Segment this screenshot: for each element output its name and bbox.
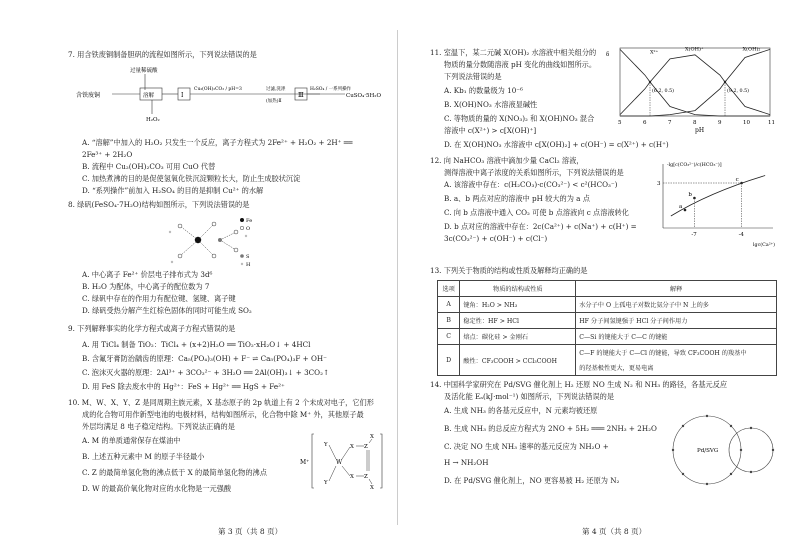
q14-option-b-cont: C. 决定 NO 生成 NH₃ 速率的基元反应为 NH₂O + bbox=[444, 442, 609, 451]
x-tick-label: -4 bbox=[738, 232, 744, 238]
struct-x4: X bbox=[370, 485, 374, 491]
table-row bbox=[438, 345, 777, 361]
q7-option-c: C. 加热煮沸的目的是促使氢氧化铁沉淀颗粒长大，防止生成胶状沉淀 bbox=[82, 174, 301, 183]
series-line-3 bbox=[620, 49, 770, 116]
table-cell: D bbox=[438, 345, 460, 376]
table-cell: A bbox=[438, 297, 460, 313]
struct-x1: X bbox=[350, 444, 354, 450]
legend-h: H bbox=[246, 262, 251, 268]
table-cell: C bbox=[438, 329, 460, 345]
q7-flow-diagram bbox=[70, 62, 390, 122]
table-cell: B bbox=[438, 313, 460, 329]
footer-right: 第 4 页（共 8 页） bbox=[582, 527, 647, 536]
q10-stem-3: 外层均满足 8 电子稳定结构。下列说法正确的是 bbox=[82, 422, 235, 431]
point-label-a: a bbox=[679, 204, 683, 210]
point-label-b: b bbox=[688, 192, 692, 198]
table-header-option: 选项 bbox=[438, 281, 460, 297]
q11-option-c-cont: 溶液中 c(X²⁺) > c[X(OH)⁺] bbox=[444, 126, 537, 135]
q7-option-a-cont: 2Fe³⁺ + 2H₂O bbox=[82, 150, 133, 159]
series-line-2 bbox=[620, 55, 770, 115]
q10-option-a: A. M 的单质通常保存在煤油中 bbox=[82, 436, 181, 445]
q14-stem-1: 14. 中国科学家研究在 Pd/SVG 催化剂上 H₂ 还原 NO 生成 N₂ 和 NH₃ 的路径，各基元反应 bbox=[430, 380, 728, 389]
y-axis-label: -lg[c(CO₃²⁻)/c(HCO₃⁻)] bbox=[667, 163, 722, 168]
q11-stem-3: 下列说法错误的是 bbox=[444, 72, 502, 81]
x-tick-label: -7 bbox=[691, 232, 697, 238]
q10-structure-figure bbox=[298, 426, 390, 496]
flow-heat: (加热)Ⅱ bbox=[266, 99, 282, 104]
q7-stem: 7. 用含铁废铜制备胆矾的流程如图所示，下列说法错误的是 bbox=[68, 50, 257, 59]
flow-add: H₂O₂ bbox=[146, 117, 160, 122]
table-header-explanation: 解释 bbox=[576, 281, 777, 297]
q13-table bbox=[437, 280, 777, 376]
struct-z2: Z bbox=[364, 474, 368, 480]
q8-option-c: C. 绿矾中存在的作用力有配位键、氢键、离子键 bbox=[82, 294, 236, 303]
q11-option-d: D. 在 X(OH)NO₃ 水溶液中 c[X(OH)₂] + c(OH⁻) = c(X²⁺) + c(H⁺) bbox=[444, 140, 669, 149]
table-cell: C—F 的键能大于 C—Cl 的键能，导致 CF₃COOH 的羧基中 bbox=[576, 345, 777, 361]
q13-stem: 13. 下列关于物质的结构或性质及解释均正确的是 bbox=[430, 266, 588, 275]
flow-filter: 过滤,洗涤 bbox=[266, 87, 286, 92]
q12-option-d: D. b 点对应的溶液中存在：2c(Ca²⁺) + c(Na⁺) + c(H⁺) = bbox=[444, 222, 637, 231]
q10-stem-1: 10. M、W、X、Y、Z 是同周期主族元素，X 基态原子的 2p 轨道上有 2 个未成对电子，它们形 bbox=[68, 398, 374, 407]
q14-option-c: H → NH₂OH bbox=[444, 458, 489, 467]
x-tick-label: 11 bbox=[768, 120, 775, 126]
table-cell: 熔点：碳化硅 > 金刚石 bbox=[460, 329, 576, 345]
q8-option-d: D. 绿矾受热分解产生红棕色固体的同时可能生成 SO₂ bbox=[82, 306, 252, 315]
q12-stem-2: 测得溶液中离子浓度的关系如图所示，下列说法错误的是 bbox=[444, 168, 624, 177]
series-label-1: X²⁺ bbox=[650, 49, 659, 56]
flow-end: CuSO₄·5H₂O bbox=[346, 93, 381, 99]
q14-option-a: A. 生成 NH₃ 的各基元反应中，N 元素均被还原 bbox=[444, 406, 598, 415]
flow-cond: Cu₂(OH)₂CO₃ / pH=3 bbox=[194, 87, 242, 92]
q9-option-a: A. 用 TiCl₄ 制备 TiO₂：TiCl₄ + (x+2)H₂O ══ TiO₂·xH₂O↓ + 4HCl bbox=[82, 340, 311, 349]
table-row bbox=[438, 313, 777, 329]
table-cell: C—Si 的键能大于 C—C 的键能 bbox=[576, 329, 777, 345]
q9-option-d: D. 用 FeS 除去废水中的 Hg²⁺：FeS + Hg²⁺ ══ HgS + Fe²⁺ bbox=[82, 382, 285, 391]
q12-option-b: B. a、b 两点对应的溶液中 pH 较大的为 a 点 bbox=[444, 194, 590, 203]
plot-frame bbox=[620, 48, 770, 116]
x-tick-label: 6 bbox=[643, 120, 647, 126]
q14-option-b: B. 生成 NH₃ 的总反应方程式为 2NO + 5H₂ ═══ 2NH₃ + 2H₂O bbox=[444, 424, 657, 433]
point-annotation: (6.2, 0.5) bbox=[652, 89, 675, 94]
flow-reagent: 过量稀硫酸 bbox=[130, 68, 158, 74]
table-cell: 的羟基极性更大，更易电离 bbox=[576, 360, 777, 376]
x-axis-label: pH bbox=[695, 127, 705, 134]
point-a bbox=[684, 209, 687, 212]
struct-z1: Z bbox=[364, 444, 368, 450]
q8-structure-figure bbox=[150, 212, 260, 272]
series-line-1 bbox=[620, 49, 770, 116]
q12-option-c: C. 向 b 点溶液中通入 CO₂ 可使 b 点溶液向 c 点溶液转化 bbox=[444, 208, 629, 217]
legend-s: S bbox=[246, 254, 250, 260]
x-tick-label: 8 bbox=[693, 120, 697, 126]
q10-option-d: D. W 的最高价氧化物对应的水化物是一元强酸 bbox=[82, 484, 232, 493]
mechanism-catalyst: Pd/SVG bbox=[697, 448, 719, 454]
table-header-row bbox=[438, 281, 777, 297]
legend-o: O bbox=[246, 226, 251, 232]
q11-distribution-chart bbox=[602, 42, 778, 134]
table-row bbox=[438, 329, 777, 345]
table-cell: 稳定性：HF > HCl bbox=[460, 313, 576, 329]
q10-option-b: B. 上述五种元素中 M 的原子半径最小 bbox=[82, 452, 205, 461]
flow-s3: Ⅲ bbox=[298, 92, 304, 99]
intersection-point bbox=[724, 81, 726, 83]
struct-w: W bbox=[336, 459, 343, 466]
q7-option-b: B. 流程中 Cu₂(OH)₂CO₃ 可用 CuO 代替 bbox=[82, 162, 216, 171]
q10-stem-2: 成的化合物可用作新型电池的电极材料，结构如图所示，化合物中除 M⁺ 外，其他原子最 bbox=[82, 410, 364, 419]
q11-option-b: B. X(OH)NO₃ 水溶液显碱性 bbox=[444, 100, 538, 109]
q12-option-d-cont: 3c(CO₃²⁻) + c(OH⁻) + c(Cl⁻) bbox=[444, 234, 548, 243]
table-row bbox=[438, 297, 777, 313]
flow-s2: Ⅰ bbox=[181, 92, 184, 99]
table-cell: 键角：H₂O > NH₃ bbox=[460, 297, 576, 313]
q12-stem-1: 12. 向 NaHCO₃ 溶液中滴加少量 CaCl₂ 溶液， bbox=[430, 156, 584, 165]
right-page bbox=[397, 0, 777, 547]
q14-mechanism-figure bbox=[659, 402, 781, 498]
q9-stem: 9. 下列解释事实的化学方程式或离子方程式错误的是 bbox=[68, 324, 236, 333]
q7-option-a: A. “溶解”中加入的 H₂O₂ 只发生一个反应，离子方程式为 2Fe²⁺ + H₂O₂ + 2H⁺ ══ bbox=[82, 138, 353, 147]
footer-left: 第 3 页（共 8 页） bbox=[218, 527, 283, 536]
series-label-3: X(OH)₂ bbox=[742, 46, 761, 53]
x-tick-label: 5 bbox=[618, 120, 622, 126]
legend-fe: Fe bbox=[246, 218, 253, 224]
left-page bbox=[0, 0, 380, 547]
q8-option-b: B. H₂O 为配体，中心离子的配位数为 7 bbox=[82, 282, 210, 291]
q10-option-c: C. Z 的最简单氢化物的沸点低于 X 的最简单氢化物的沸点 bbox=[82, 468, 267, 477]
flow-start: 含铁废铜 bbox=[76, 92, 101, 99]
q9-option-b: B. 含氟牙膏防治龋齿的原理：Ca₅(PO₄)₃(OH) + F⁻ ⇌ Ca₅(PO₄)₃F + OH⁻ bbox=[82, 354, 327, 363]
q11-stem-1: 11. 室温下，某二元碱 X(OH)₂ 水溶液中相关组分的 bbox=[430, 48, 597, 57]
struct-m: M⁺ bbox=[300, 459, 310, 466]
q14-stem-2: 及活化能 Eₐ(kJ·mol⁻¹) 如图所示，下列说法错误的是 bbox=[444, 392, 615, 401]
flow-step1: 溶解 bbox=[143, 93, 155, 99]
struct-x3: X bbox=[370, 434, 374, 440]
x-tick-label: 9 bbox=[718, 120, 722, 126]
flow-acid: H₂SO₄ / 一系列操作 bbox=[310, 87, 352, 92]
q8-stem: 8. 绿矾(FeSO₄·7H₂O)结构如图所示，下列说法错误的是 bbox=[68, 200, 250, 209]
q7-option-d: D. “系列操作”前加入 H₂SO₄ 的目的是抑制 Cu²⁺ 的水解 bbox=[82, 186, 264, 195]
series-label-2: X(OH)⁺ bbox=[685, 46, 704, 53]
y-axis-label: δ bbox=[606, 52, 610, 58]
q11-option-a: A. Kb₁ 的数量级为 10⁻⁶ bbox=[444, 86, 523, 95]
q11-stem-2: 物质的量分数随溶液 pH 变化的曲线如图所示。 bbox=[444, 60, 597, 69]
q12-concentration-chart bbox=[647, 158, 782, 250]
y-tick-label: 3 bbox=[657, 181, 661, 187]
struct-x2: X bbox=[350, 474, 354, 480]
q9-option-c: C. 泡沫灭火器的原理：2Al³⁺ + 3CO₃²⁻ + 3H₂O ══ 2Al(OH)₃↓ + 3CO₂↑ bbox=[82, 368, 329, 377]
q14-option-d: D. 在 Pd/SVG 催化剂上，NO 更容易被 H₂ 还原为 N₂ bbox=[444, 476, 620, 485]
point-annotation: (9.2, 0.5) bbox=[727, 89, 750, 94]
x-tick-label: 10 bbox=[743, 120, 750, 126]
point-label-c: c bbox=[735, 177, 739, 183]
table-cell: HF 分子间氢键强于 HCl 分子间作用力 bbox=[576, 313, 777, 329]
q8-option-a: A. 中心离子 Fe²⁺ 价层电子排布式为 3d⁶ bbox=[82, 270, 213, 279]
table-cell: 酸性：CF₃COOH > CCl₃COOH bbox=[460, 345, 576, 376]
table-cell: 水分子中 O 上孤电子对数比氨分子中 N 上的多 bbox=[576, 297, 777, 313]
intersection-point bbox=[649, 81, 651, 83]
x-tick-label: 7 bbox=[668, 120, 672, 126]
struct-y2: Y bbox=[324, 480, 328, 486]
x-axis-label: lgc(Ca²⁺) bbox=[753, 243, 776, 248]
table-header-property: 物质的结构或性质 bbox=[460, 281, 576, 297]
q12-option-a: A. 该溶液中存在：c(H₂CO₃)·c(CO₃²⁻) < c²(HCO₃⁻) bbox=[444, 180, 618, 189]
struct-y1: Y bbox=[324, 442, 328, 448]
q11-option-c: C. 等物质的量的 X(NO₃)₂ 和 X(OH)NO₃ 混合 bbox=[444, 114, 595, 123]
